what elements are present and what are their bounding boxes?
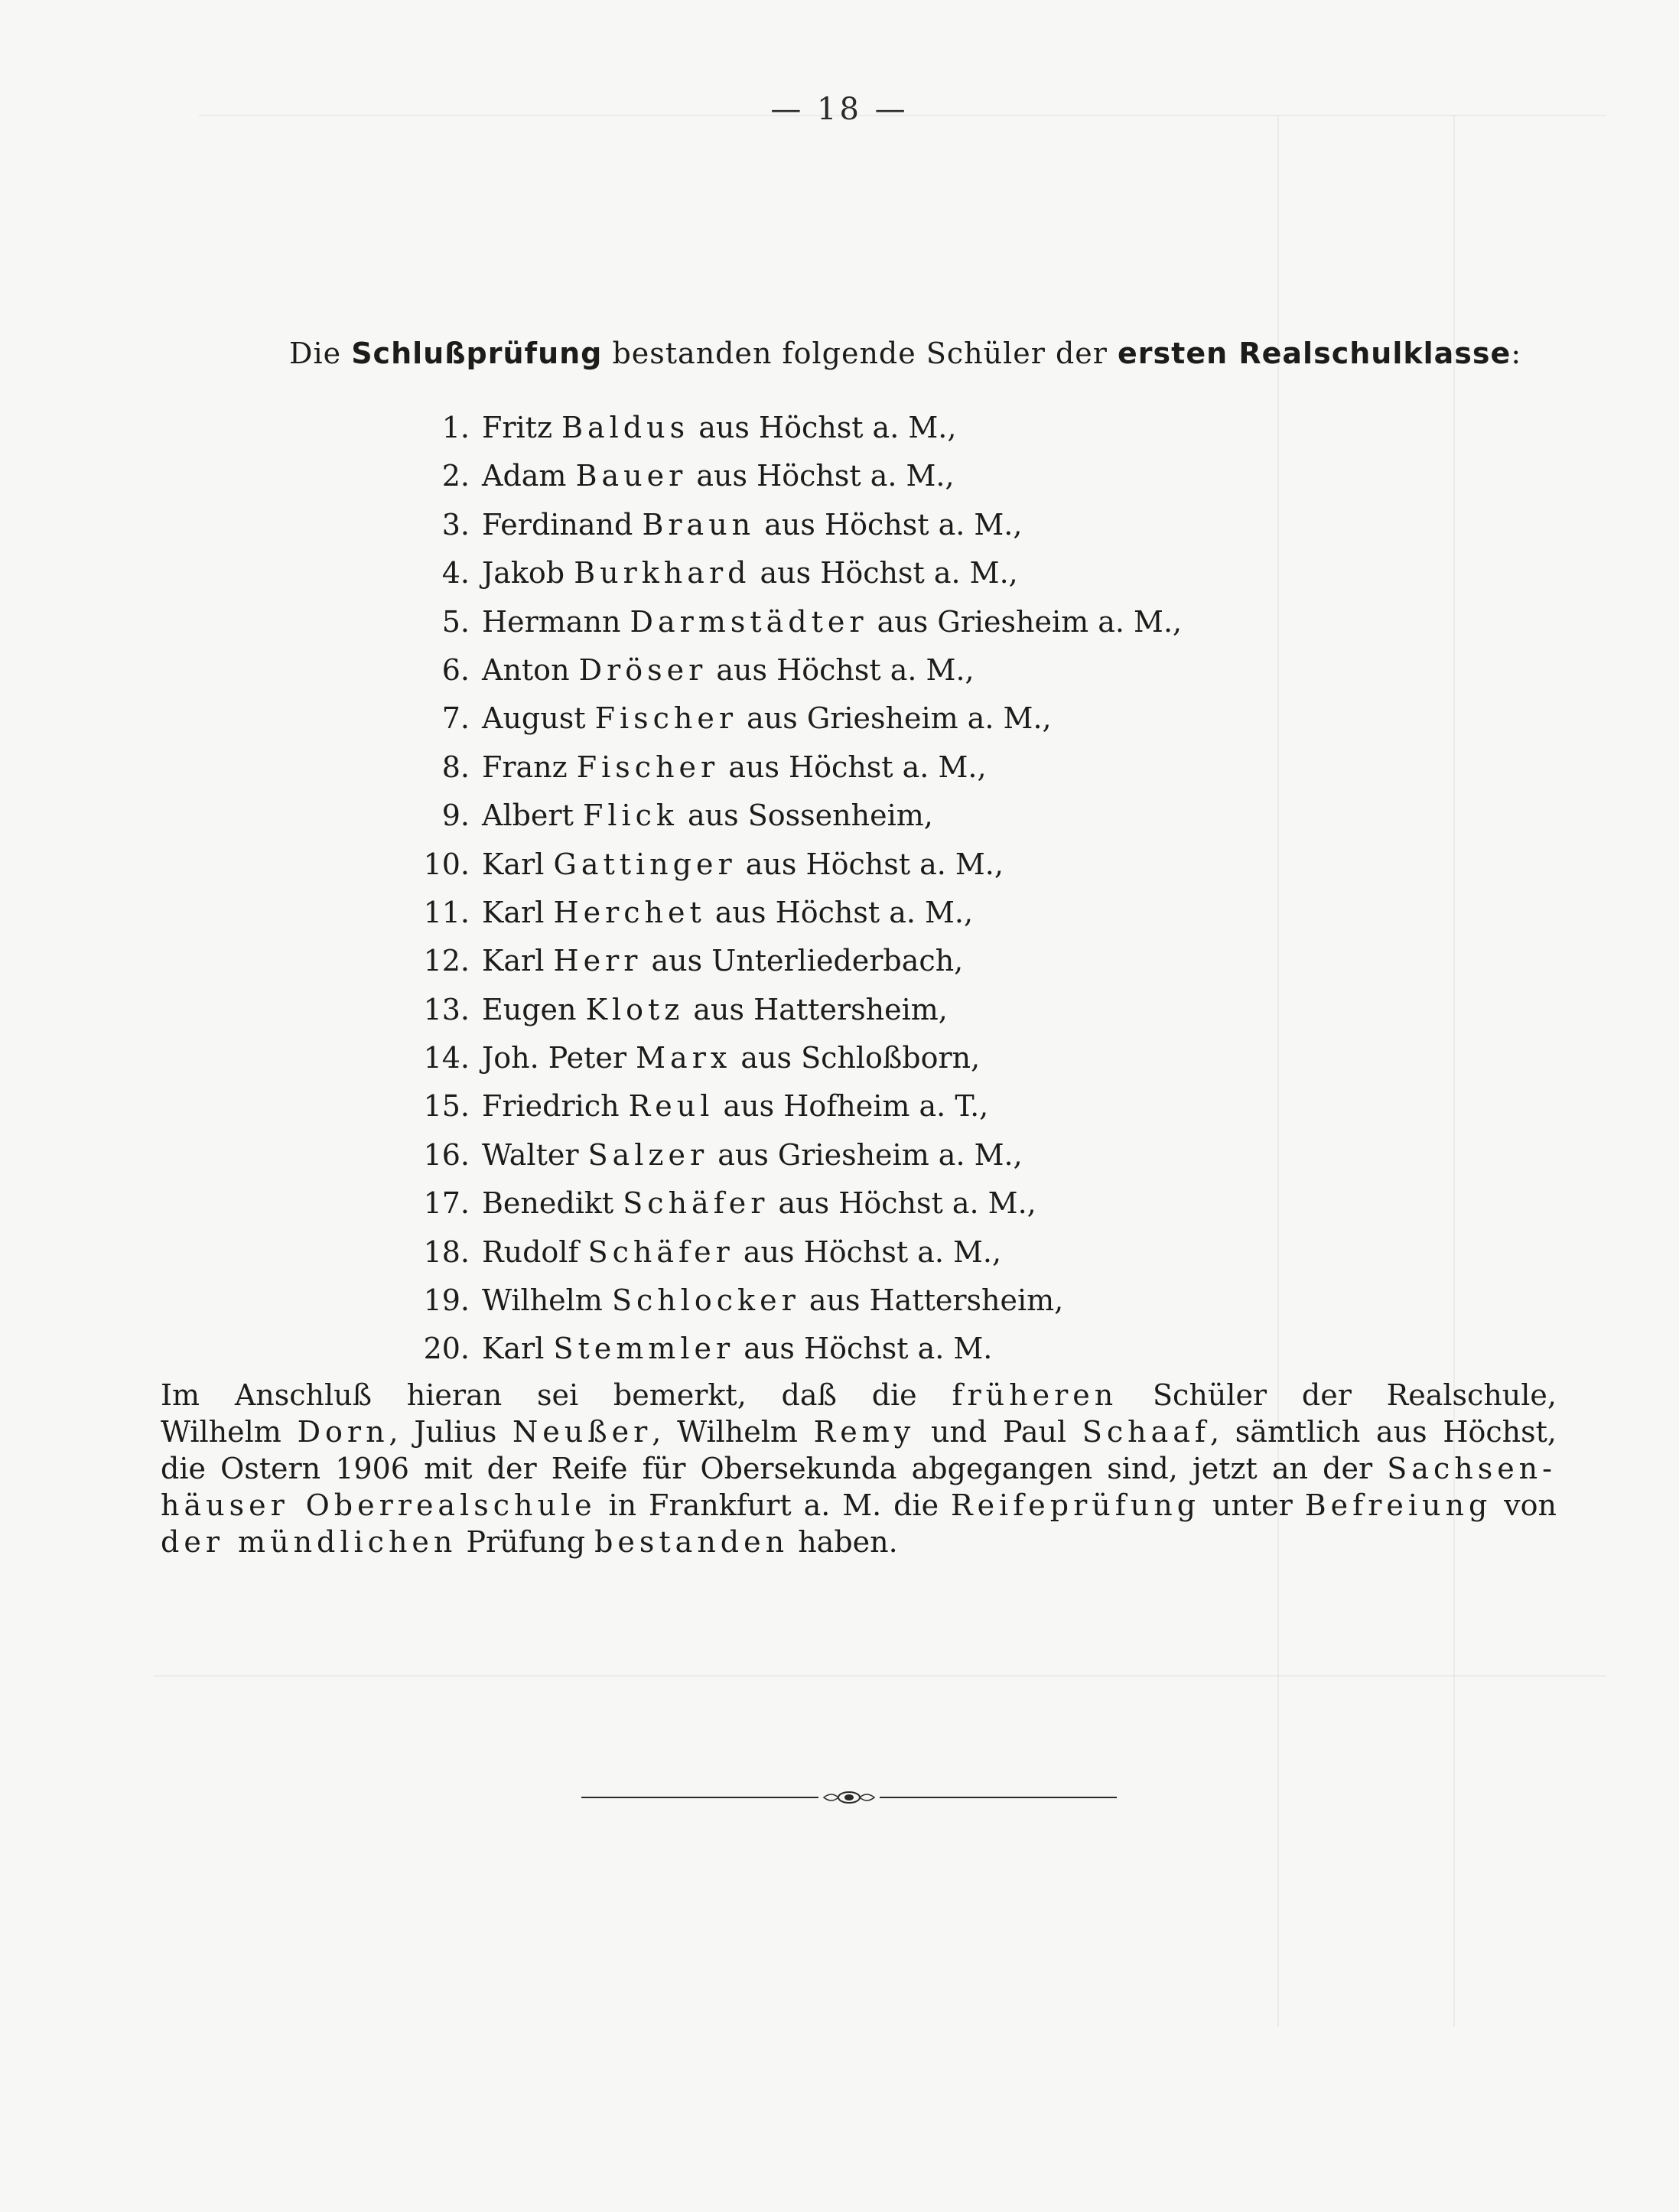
- list-item: [398, 452, 1182, 500]
- intro-text: bestanden folgende Schüler der: [602, 337, 1118, 370]
- student-number: 19.: [423, 1283, 470, 1318]
- list-item: [398, 1179, 1182, 1228]
- note-emphasis: Schaaf: [1082, 1415, 1210, 1449]
- student-last-name: Dröser: [578, 652, 708, 687]
- bleed-through-line: [1277, 115, 1279, 2027]
- student-number: 13.: [423, 992, 470, 1026]
- student-last-name: Bauer: [575, 459, 688, 493]
- bleed-through-line: [153, 1675, 1606, 1677]
- student-first-name: Karl: [482, 895, 545, 929]
- note-text: , Julius: [389, 1415, 513, 1449]
- student-origin: aus Höchst a. M.,: [716, 652, 975, 687]
- note-emphasis: Befreiung: [1304, 1488, 1492, 1522]
- note-emphasis: Neußer: [512, 1415, 652, 1449]
- student-first-name: August: [482, 701, 586, 736]
- student-first-name: Adam: [482, 459, 567, 493]
- student-first-name: Jakob: [482, 556, 565, 590]
- student-number: 1.: [441, 411, 470, 444]
- intro-line: [289, 337, 1528, 370]
- list-item: [398, 549, 1182, 597]
- note-text: von: [1492, 1488, 1557, 1522]
- note-emphasis: Sachsen-: [1387, 1452, 1557, 1485]
- note-paragraph: [161, 1377, 1557, 1560]
- student-last-name: Schäfer: [623, 1186, 770, 1221]
- student-number: 15.: [423, 1089, 470, 1124]
- note-text: die Ostern 1906 mit der Reife für Obersekunda abgegangen sind, jetzt an der: [161, 1452, 1373, 1485]
- flourish-ornament-icon: [822, 1790, 876, 1805]
- list-item: [398, 1034, 1182, 1082]
- note-text: und Paul: [915, 1415, 1082, 1449]
- student-last-name: Braun: [642, 507, 756, 542]
- note-emphasis: Dorn: [297, 1415, 389, 1449]
- student-first-name: Fritz: [482, 411, 552, 444]
- list-item: [398, 841, 1182, 889]
- student-origin: aus Griesheim a. M.,: [717, 1137, 1023, 1172]
- list-item: [398, 646, 1182, 695]
- list-item: [398, 1082, 1182, 1130]
- student-last-name: Burkhard: [574, 556, 751, 590]
- student-last-name: Herr: [553, 944, 643, 978]
- student-last-name: Flick: [582, 799, 678, 833]
- note-line-5: [161, 1524, 1557, 1560]
- student-origin: aus Schloßborn,: [740, 1041, 981, 1075]
- note-line-1: [161, 1377, 1557, 1413]
- intro-text: Die: [289, 337, 352, 370]
- student-origin: aus Hattersheim,: [693, 992, 948, 1026]
- student-first-name: Karl: [482, 847, 545, 881]
- student-list: [398, 404, 1182, 1374]
- list-item: [398, 1325, 1182, 1373]
- student-number: 20.: [423, 1332, 470, 1366]
- student-origin: aus Höchst a. M.,: [696, 459, 955, 493]
- student-number: 18.: [423, 1234, 470, 1269]
- list-item: [398, 889, 1182, 937]
- list-item: [398, 1131, 1182, 1179]
- student-origin: aus Höchst a. M.: [744, 1332, 993, 1366]
- student-last-name: Reul: [628, 1089, 714, 1124]
- note-line-4: [161, 1487, 1557, 1524]
- student-number: 12.: [423, 944, 470, 978]
- student-last-name: Fischer: [576, 750, 720, 784]
- note-text: Im Anschluß hieran sei bemerkt, daß die: [161, 1378, 952, 1412]
- student-number: 5.: [441, 604, 470, 639]
- student-number: 4.: [441, 556, 470, 590]
- student-origin: aus Höchst a. M.,: [743, 1234, 1002, 1269]
- bleed-through-line: [1453, 115, 1455, 2027]
- note-emphasis: früheren: [952, 1378, 1118, 1412]
- list-item: [398, 404, 1182, 452]
- list-item: [398, 792, 1182, 840]
- note-emphasis: Reifeprüfung: [950, 1488, 1201, 1522]
- note-text: haben.: [789, 1525, 898, 1559]
- intro-colon: :: [1511, 337, 1522, 370]
- student-last-name: Schäfer: [587, 1234, 734, 1269]
- note-emphasis: der mündlichen: [161, 1525, 457, 1559]
- note-emphasis: häuser Oberrealschule: [161, 1488, 597, 1522]
- divider-rule-left: [581, 1797, 818, 1798]
- student-first-name: Karl: [482, 1332, 545, 1366]
- note-text: in Frankfurt a. M. die: [596, 1488, 951, 1522]
- student-first-name: Hermann: [482, 604, 621, 639]
- student-origin: aus Hofheim a. T.,: [723, 1089, 989, 1124]
- student-last-name: Herchet: [553, 895, 706, 929]
- student-first-name: Ferdinand: [482, 507, 633, 542]
- student-number: 8.: [441, 750, 470, 784]
- list-item: [398, 986, 1182, 1034]
- list-item: [398, 1277, 1182, 1325]
- student-first-name: Friedrich: [482, 1089, 620, 1124]
- student-origin: aus Höchst a. M.,: [698, 411, 957, 444]
- student-number: 16.: [423, 1137, 470, 1172]
- student-last-name: Stemmler: [553, 1332, 735, 1366]
- student-number: 9.: [441, 799, 470, 833]
- note-line-2: [161, 1413, 1557, 1450]
- student-first-name: Joh. Peter: [482, 1041, 627, 1075]
- note-emphasis: Remy: [813, 1415, 916, 1449]
- divider-rule-right: [880, 1797, 1117, 1798]
- student-last-name: Schlocker: [611, 1283, 800, 1318]
- student-last-name: Baldus: [561, 411, 690, 444]
- list-item: [398, 598, 1182, 646]
- intro-bold-term: Schlußprüfung: [351, 337, 603, 370]
- note-text: , sämtlich aus Höchst,: [1210, 1415, 1557, 1449]
- student-first-name: Rudolf: [482, 1234, 579, 1269]
- student-last-name: Darmstädter: [630, 604, 868, 639]
- student-origin: aus Höchst a. M.,: [760, 556, 1018, 590]
- student-number: 7.: [441, 701, 470, 736]
- student-last-name: Salzer: [587, 1137, 709, 1172]
- student-first-name: Benedikt: [482, 1186, 614, 1221]
- student-first-name: Franz: [482, 750, 568, 784]
- page-number: — 18 —: [770, 92, 909, 127]
- note-text: Schüler der Realschule,: [1118, 1378, 1557, 1412]
- student-last-name: Marx: [636, 1041, 732, 1075]
- note-emphasis: bestanden: [594, 1525, 789, 1559]
- student-number: 10.: [423, 847, 470, 881]
- list-item: [398, 937, 1182, 985]
- note-text: , Wilhelm: [652, 1415, 814, 1449]
- student-origin: aus Hattersheim,: [809, 1283, 1064, 1318]
- list-item: [398, 501, 1182, 549]
- student-first-name: Karl: [482, 944, 545, 978]
- student-origin: aus Höchst a. M.,: [745, 847, 1004, 881]
- note-line-3: [161, 1450, 1557, 1487]
- intro-bold-class: ersten Realschulklasse: [1118, 337, 1511, 370]
- section-divider: [581, 1790, 1117, 1805]
- student-origin: aus Höchst a. M.,: [778, 1186, 1036, 1221]
- student-number: 6.: [441, 652, 470, 687]
- student-origin: aus Höchst a. M.,: [764, 507, 1023, 542]
- student-number: 17.: [423, 1186, 470, 1221]
- student-number: 3.: [441, 507, 470, 542]
- student-last-name: Klotz: [585, 992, 685, 1026]
- student-number: 2.: [441, 459, 470, 493]
- student-last-name: Fischer: [594, 701, 738, 736]
- list-item: [398, 743, 1182, 792]
- note-text: unter: [1200, 1488, 1305, 1522]
- student-number: 11.: [423, 895, 470, 929]
- student-origin: aus Höchst a. M.,: [728, 750, 987, 784]
- student-first-name: Wilhelm: [482, 1283, 603, 1318]
- list-item: [398, 695, 1182, 743]
- list-item: [398, 1228, 1182, 1277]
- student-first-name: Albert: [482, 799, 574, 833]
- note-text: Wilhelm: [161, 1415, 298, 1449]
- student-origin: aus Griesheim a. M.,: [747, 701, 1052, 736]
- student-first-name: Anton: [482, 652, 570, 687]
- student-first-name: Eugen: [482, 992, 577, 1026]
- note-text: Prüfung: [457, 1525, 595, 1559]
- student-origin: aus Höchst a. M.,: [714, 895, 974, 929]
- student-first-name: Walter: [482, 1137, 579, 1172]
- student-origin: aus Griesheim a. M.,: [877, 604, 1183, 639]
- student-number: 14.: [423, 1041, 470, 1075]
- student-origin: aus Sossenheim,: [688, 799, 933, 833]
- student-origin: aus Unterliederbach,: [651, 944, 964, 978]
- student-last-name: Gattinger: [553, 847, 737, 881]
